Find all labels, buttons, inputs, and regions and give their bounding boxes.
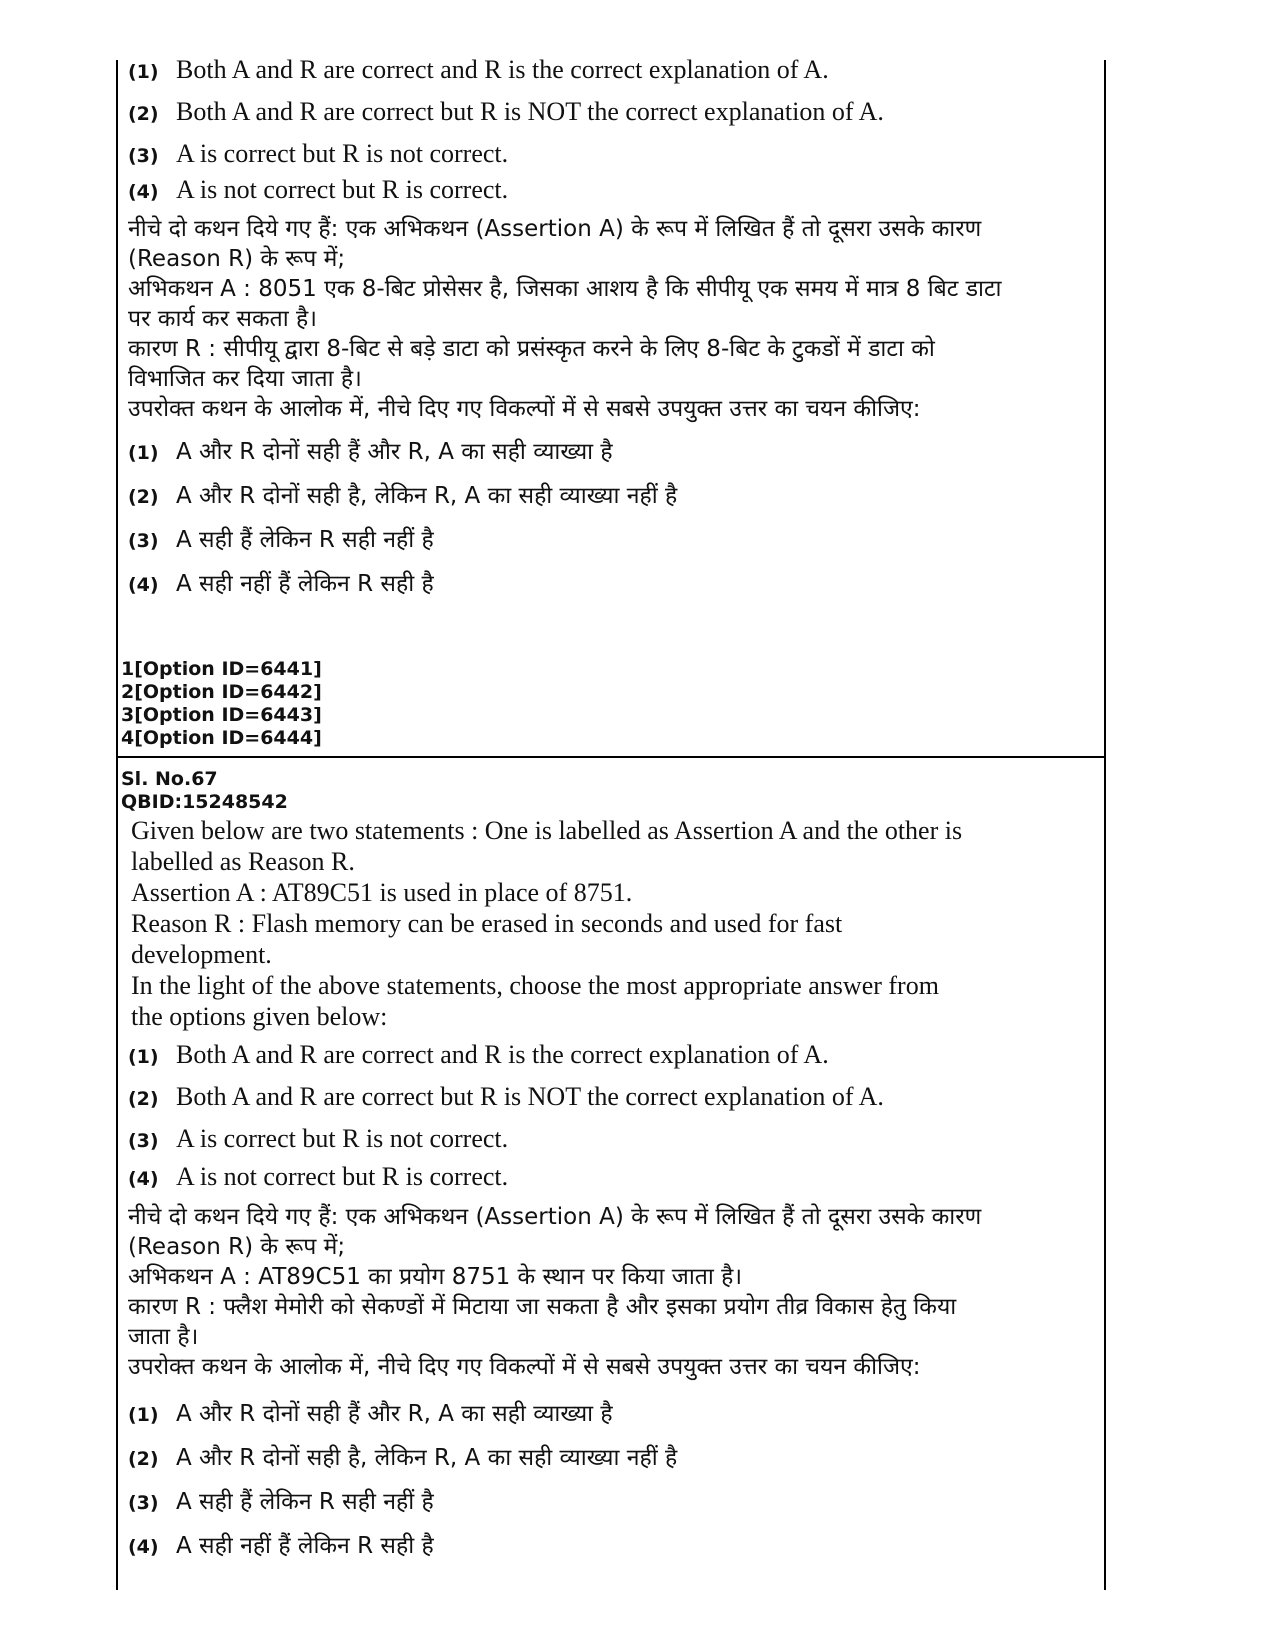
option-text: A और R दोनों सही है, लेकिन R, A का सही व्याख्या नहीं है [176,483,678,509]
option-id-list [121,658,1081,750]
option-number: (2) [128,1088,159,1110]
prev-hi-options [128,434,1088,610]
option-row [128,1162,1088,1200]
prev-en-options [128,55,1088,211]
stem-line: पर कार्य कर सकता है। [128,306,317,332]
option-text: A और R दोनों सही हैं और R, A का सही व्याख्या है [176,1401,613,1427]
stem-line: अभिकथन A : AT89C51 का प्रयोग 8751 के स्थान पर किया जाता है। [128,1264,743,1290]
option-number: (3) [128,1130,159,1152]
prev-hi-stem [128,214,1088,424]
stem-line: (Reason R) के रूप में; [128,1234,346,1260]
option-row [128,1440,1088,1484]
question-meta [121,768,1081,814]
option-row [128,139,1088,175]
stem-line: (Reason R) के रूप में; [128,246,346,272]
option-row [128,434,1088,478]
option-number: (4) [128,181,159,203]
option-number: (1) [128,1404,159,1426]
option-text: A is not correct but R is correct. [176,1162,509,1191]
option-number: (4) [128,1168,159,1190]
stem-line: labelled as Reason R. [131,847,355,876]
option-number: (2) [128,486,159,508]
question-hi-options [128,1396,1088,1572]
option-number: (2) [128,1448,159,1470]
option-row [128,55,1088,97]
question-divider [116,756,1104,758]
stem-line: नीचे दो कथन दिये गए हैं: एक अभिकथन (Assertion A) के रूप में लिखित हैं तो दूसरा उसके कारण [128,1204,982,1230]
option-number: (3) [128,530,159,552]
option-text: A is correct but R is not correct. [176,139,509,168]
option-text: A और R दोनों सही है, लेकिन R, A का सही व्याख्या नहीं है [176,1445,678,1471]
option-number: (2) [128,103,159,125]
option-row [128,97,1088,139]
option-text: Both A and R are correct but R is NOT the correct explanation of A. [176,97,884,126]
stem-line: नीचे दो कथन दिये गए हैं: एक अभिकथन (Assertion A) के रूप में लिखित हैं तो दूसरा उसके कारण [128,216,982,242]
option-text: A और R दोनों सही हैं और R, A का सही व्याख्या है [176,439,613,465]
option-row [128,522,1088,566]
stem-line: Given below are two statements : One is labelled as Assertion A and the other is [131,816,963,845]
option-row [128,175,1088,211]
stem-line: उपरोक्त कथन के आलोक में, नीचे दिए गए विकल्पों में से सबसे उपयुक्त उत्तर का चयन कीजिए: [128,396,921,422]
stem-line: In the light of the above statements, choose the most appropriate answer from [131,971,939,1000]
option-number: (1) [128,1046,159,1068]
option-number: (3) [128,1492,159,1514]
option-id: 4[Option ID=6444] [121,727,322,749]
stem-line: Assertion A : AT89C51 is used in place of 8751. [131,878,633,907]
option-text: A सही हैं लेकिन R सही नहीं है [176,1489,434,1515]
stem-line: development. [131,940,272,969]
question-en-stem [131,815,1091,1032]
option-number: (4) [128,1536,159,1558]
option-id: 2[Option ID=6442] [121,681,322,703]
option-text: Both A and R are correct and R is the correct explanation of A. [176,55,829,84]
option-id: 1[Option ID=6441] [121,658,322,680]
option-number: (1) [128,61,159,83]
option-row [128,1082,1088,1124]
option-text: A सही नहीं हैं लेकिन R सही है [176,571,434,597]
stem-line: the options given below: [131,1002,388,1031]
option-text: Both A and R are correct and R is the correct explanation of A. [176,1040,829,1069]
stem-line: जाता है। [128,1324,199,1350]
option-number: (4) [128,574,159,596]
serial-number: Sl. No.67 [121,768,218,790]
question-en-options [128,1040,1088,1200]
stem-line: उपरोक्त कथन के आलोक में, नीचे दिए गए विकल्पों में से सबसे उपयुक्त उत्तर का चयन कीजिए: [128,1354,921,1380]
option-number: (1) [128,442,159,464]
option-id: 3[Option ID=6443] [121,704,322,726]
option-text: A is correct but R is not correct. [176,1124,509,1153]
option-row [128,1040,1088,1082]
option-text: Both A and R are correct but R is NOT the correct explanation of A. [176,1082,884,1111]
option-row [128,1124,1088,1162]
stem-line: कारण R : सीपीयू द्वारा 8-बिट से बड़े डाटा को प्रसंस्कृत करने के लिए 8-बिट के टुकडों में डाटा को [128,336,935,362]
option-row [128,1528,1088,1572]
stem-line: अभिकथन A : 8051 एक 8-बिट प्रोसेसर है, जिसका आशय है कि सीपीयू एक समय में मात्र 8 बिट डाटा [128,276,1002,302]
option-row [128,1396,1088,1440]
question-hi-stem [128,1202,1088,1382]
option-row [128,478,1088,522]
qbid: QBID:15248542 [121,791,288,813]
option-text: A सही हैं लेकिन R सही नहीं है [176,527,434,553]
option-row [128,1484,1088,1528]
stem-line: कारण R : फ्लैश मेमोरी को सेकण्डों में मिटाया जा सकता है और इसका प्रयोग तीव्र विकास हेतु किया [128,1294,957,1320]
option-text: A सही नहीं हैं लेकिन R सही है [176,1533,434,1559]
stem-line: विभाजित कर दिया जाता है। [128,366,362,392]
option-number: (3) [128,145,159,167]
stem-line: Reason R : Flash memory can be erased in seconds and used for fast [131,909,843,938]
option-row [128,566,1088,610]
option-text: A is not correct but R is correct. [176,175,509,204]
